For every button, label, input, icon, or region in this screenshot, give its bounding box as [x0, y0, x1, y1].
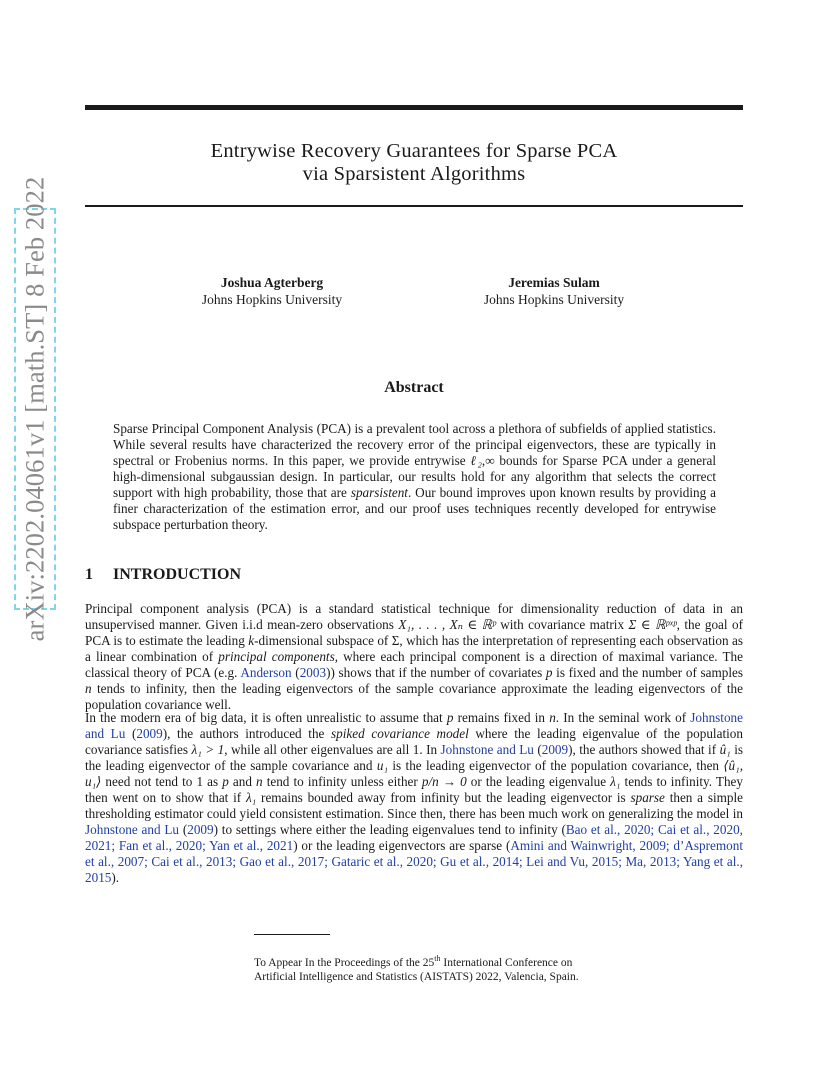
title-top-rule [85, 105, 743, 110]
arxiv-stamp [14, 176, 56, 642]
citation-group-link[interactable]: Amini and Wainwright, 2009; d’Aspremont et al., 2007; Cai et al., 2013; Gao et al., 2017; Gataric et al., 2020; Gu et al., 2014; Lei and Vu, 2015; Ma, 2013; Yang et al., 2015 [85, 838, 743, 885]
citation-link[interactable]: Johnstone and Lu [440, 742, 534, 757]
footnote-rule [254, 934, 330, 935]
section-title: INTRODUCTION [113, 566, 242, 583]
title-bottom-rule [85, 205, 743, 207]
title-line-2: via Sparsistent Algorithms [302, 163, 526, 185]
citation-link[interactable]: Johnstone and Lu [85, 710, 743, 741]
intro-paragraph-2: In the modern era of big data, it is often unrealistic to assume that p remains fixed in n. In the seminal work of Johnstone and Lu (2009), the authors introduced the spiked covariance model where the leading eigenvalue of the population covariance satisfies λ₁ > 1, while all other eigenvalues are all 1. In Johnstone and Lu (2009), the authors showed that if û₁ is the leading eigenvector of the sample covariance and u₁ is the leading eigenvector of the population covariance, then ⟨û₁, u₁⟩ need not tend to 1 as p and n tend to infinity unless either p/n → 0 or the leading eigenvalue λ₁ tends to infinity. They then went on to show that if λ₁ remains bounded away from infinity but the leading eigenvector is sparse then a simple thresholding estimator could yield consistent estimation. Since then, there has been much work on generalizing the model in Johnstone and Lu (2009) to settings where either the leading eigenvalues tend to infinity (Bao et al., 2020; Cai et al., 2020, 2021; Fan et al., 2020; Yan et al., 2021) or the leading eigenvectors are sparse (Amini and Wainwright, 2009; d’Aspremont et al., 2007; Cai et al., 2013; Gao et al., 2017; Gataric et al., 2020; Gu et al., 2014; Lei and Vu, 2015; Ma, 2013; Yang et al., 2015). [85, 710, 744, 885]
author-name: Joshua Agterberg [220, 275, 324, 290]
citation-link[interactable]: Johnstone and Lu [85, 822, 180, 837]
arxiv-id: arXiv:2202.04061v1 [math.ST] 8 Feb 2022 [19, 176, 50, 642]
citation-group-link[interactable]: Bao et al., 2020; Cai et al., 2020, 2021; Fan et al., 2020; Yan et al., 2021 [85, 822, 743, 853]
math-norm: ℓ₂,∞ [470, 453, 495, 468]
author-1 [162, 274, 382, 308]
author-name: Jeremias Sulam [508, 275, 600, 290]
section-number: 1 [85, 566, 93, 583]
abstract-heading: Abstract [384, 379, 444, 396]
citation-link[interactable]: Anderson [240, 665, 292, 680]
citation-year-link[interactable]: 2009 [541, 742, 569, 757]
citation-year-link[interactable]: 2009 [136, 726, 163, 741]
title-line-1: Entrywise Recovery Guarantees for Sparse PCA [210, 140, 618, 162]
emphasis: sparsistent [350, 485, 408, 500]
author-affiliation: Johns Hopkins University [201, 292, 343, 307]
citation-year-link[interactable]: 2009 [187, 822, 214, 837]
intro-paragraph-1: Principal component analysis (PCA) is a standard statistical technique for dimensionality reduction of data in an unsupervised manner. Given i.i.d mean-zero observations X₁, . . . , Xₙ ∈ ℝᵖ with covariance matrix Σ ∈ ℝᵖˣᵖ, the goal of PCA is to estimate the leading k-dimensional subspace of Σ, which has the interpretation of representing each observation as a linear combination of principal components, where each principal component is a direction of maximal variance. The classical theory of PCA (e.g. Anderson (2003)) shows that if the number of covariates p is fixed and the number of samples n tends to infinity, then the leading eigenvectors of the sample covariance approximate the leading eigenvectors of the population covariance well. [85, 601, 743, 712]
paper-title [85, 140, 743, 186]
abstract-body: Sparse Principal Component Analysis (PCA) is a prevalent tool across a plethora of subfields of applied statistics. While several results have characterized the recovery error of the principal eigenvectors, these are typically in spectral or Frobenius norms. In this paper, we provide entrywise ℓ₂,∞ bounds for Sparse PCA under a general high-dimensional subgaussian design. In particular, our results hold for any algorithm that selects the correct support with high probability, those that are sparsistent. Our bound improves upon known results by providing a finer characterization of the estimation error, and our proof uses techniques recently developed for entrywise subspace perturbation theory. [113, 421, 716, 532]
citation-year-link[interactable]: 2003 [299, 665, 327, 680]
author-2 [444, 274, 664, 308]
footnote: To Appear In the Proceedings of the 25th International Conference on Artificial Intelligence and Statistics (AISTATS) 2022, Valencia, Spain. [254, 954, 579, 984]
author-affiliation: Johns Hopkins University [483, 292, 625, 307]
section-heading [85, 566, 241, 584]
